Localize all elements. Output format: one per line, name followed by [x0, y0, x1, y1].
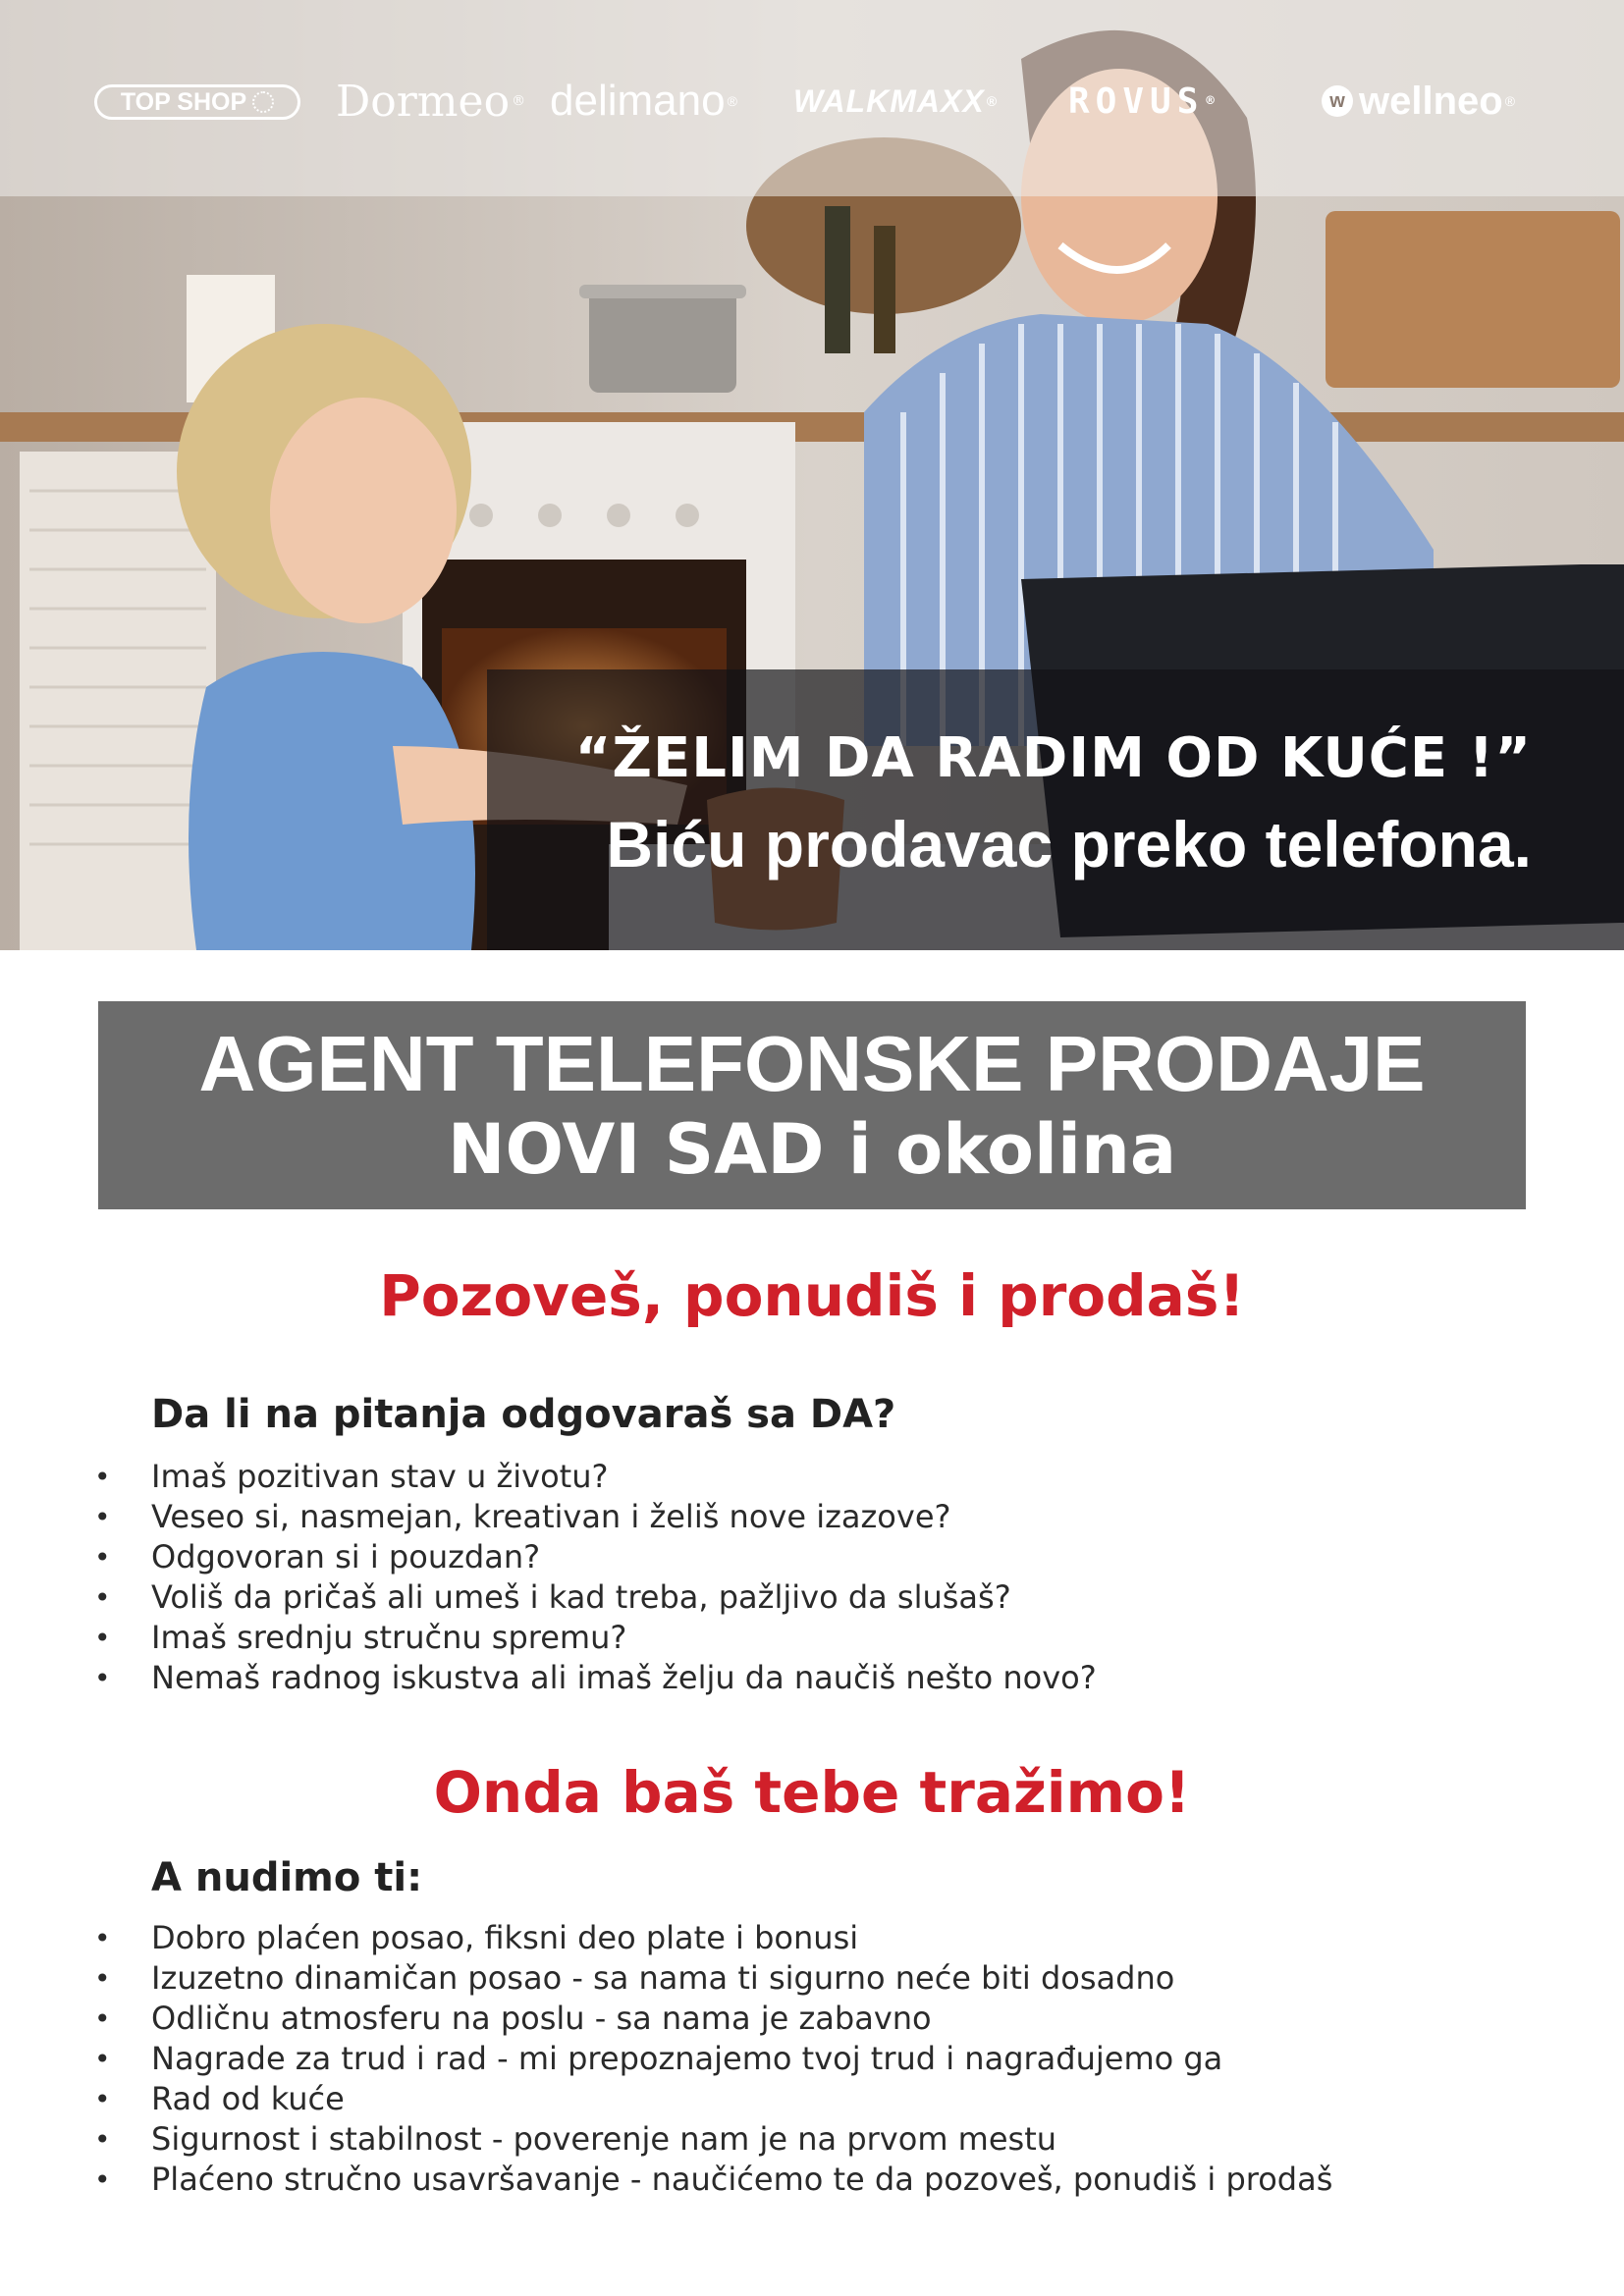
offers-heading: A nudimo ti:	[151, 1855, 423, 1900]
list-item: • Rad od kuće	[94, 2079, 1332, 2119]
walkmaxx-logo: WALKMAXX ®	[793, 82, 998, 119]
dormeo-logo: Dormeo ®	[336, 76, 526, 127]
list-item: • Voliš da pričaš ali umeš i kad treba, pažljivo da slušaš?	[94, 1577, 1097, 1618]
list-item: • Nemaš radnog iskustva ali imaš želju da naučiš nešto novo?	[94, 1658, 1097, 1698]
list-item: • Plaćeno stručno usavršavanje - naučićemo te da pozoveš, ponudiš i prodaš	[94, 2160, 1332, 2200]
list-item: • Imaš pozitivan stav u životu?	[94, 1457, 1097, 1497]
topshop-logo: TOP SHOP	[94, 84, 300, 120]
topshop-badge-icon	[252, 91, 274, 113]
list-item: • Odličnu atmosferu na poslu - sa nama je zabavno	[94, 1999, 1332, 2039]
hero-subquote: Biću prodavac preko telefona.	[606, 808, 1532, 881]
list-item: • Dobro plaćen posao, fiksni deo plate i bonusi	[94, 1918, 1332, 1958]
list-item: • Sigurnost i stabilnost - poverenje nam je na prvom mestu	[94, 2119, 1332, 2160]
offers-list	[94, 1918, 1332, 2200]
list-item: • Odgovoran si i pouzdan?	[94, 1537, 1097, 1577]
hero-photo	[0, 0, 1624, 950]
job-title-banner	[98, 1001, 1526, 1209]
wellneo-mark-icon: w	[1322, 85, 1353, 117]
job-title: AGENT TELEFONSKE PRODAJE	[198, 1020, 1426, 1107]
list-item: • Imaš srednju stručnu spremu?	[94, 1618, 1097, 1658]
list-item: • Nagrade za trud i rad - mi prepoznajemo tvoj trud i nagrađujemo ga	[94, 2039, 1332, 2079]
job-location: NOVI SAD i okolina	[447, 1109, 1177, 1190]
questions-heading: Da li na pitanja odgovaraš sa DA?	[151, 1392, 896, 1437]
questions-list	[94, 1457, 1097, 1698]
call-to-action-headline: Onda baš tebe tražimo!	[433, 1759, 1191, 1826]
slogan-headline: Pozoveš, ponudiš i prodaš!	[379, 1262, 1245, 1329]
hero-quote: “ŽELIM DA RADIM OD KUĆE !”	[574, 726, 1532, 790]
list-item: • Veseo si, nasmejan, kreativan i želiš nove izazove?	[94, 1497, 1097, 1537]
list-item: • Izuzetno dinamičan posao - sa nama ti sigurno neće biti dosadno	[94, 1958, 1332, 1999]
rovus-logo: ROVUS ®	[1068, 80, 1220, 122]
wellneo-logo: w wellneo ®	[1322, 80, 1515, 122]
delimano-logo: delimano ®	[550, 77, 737, 125]
